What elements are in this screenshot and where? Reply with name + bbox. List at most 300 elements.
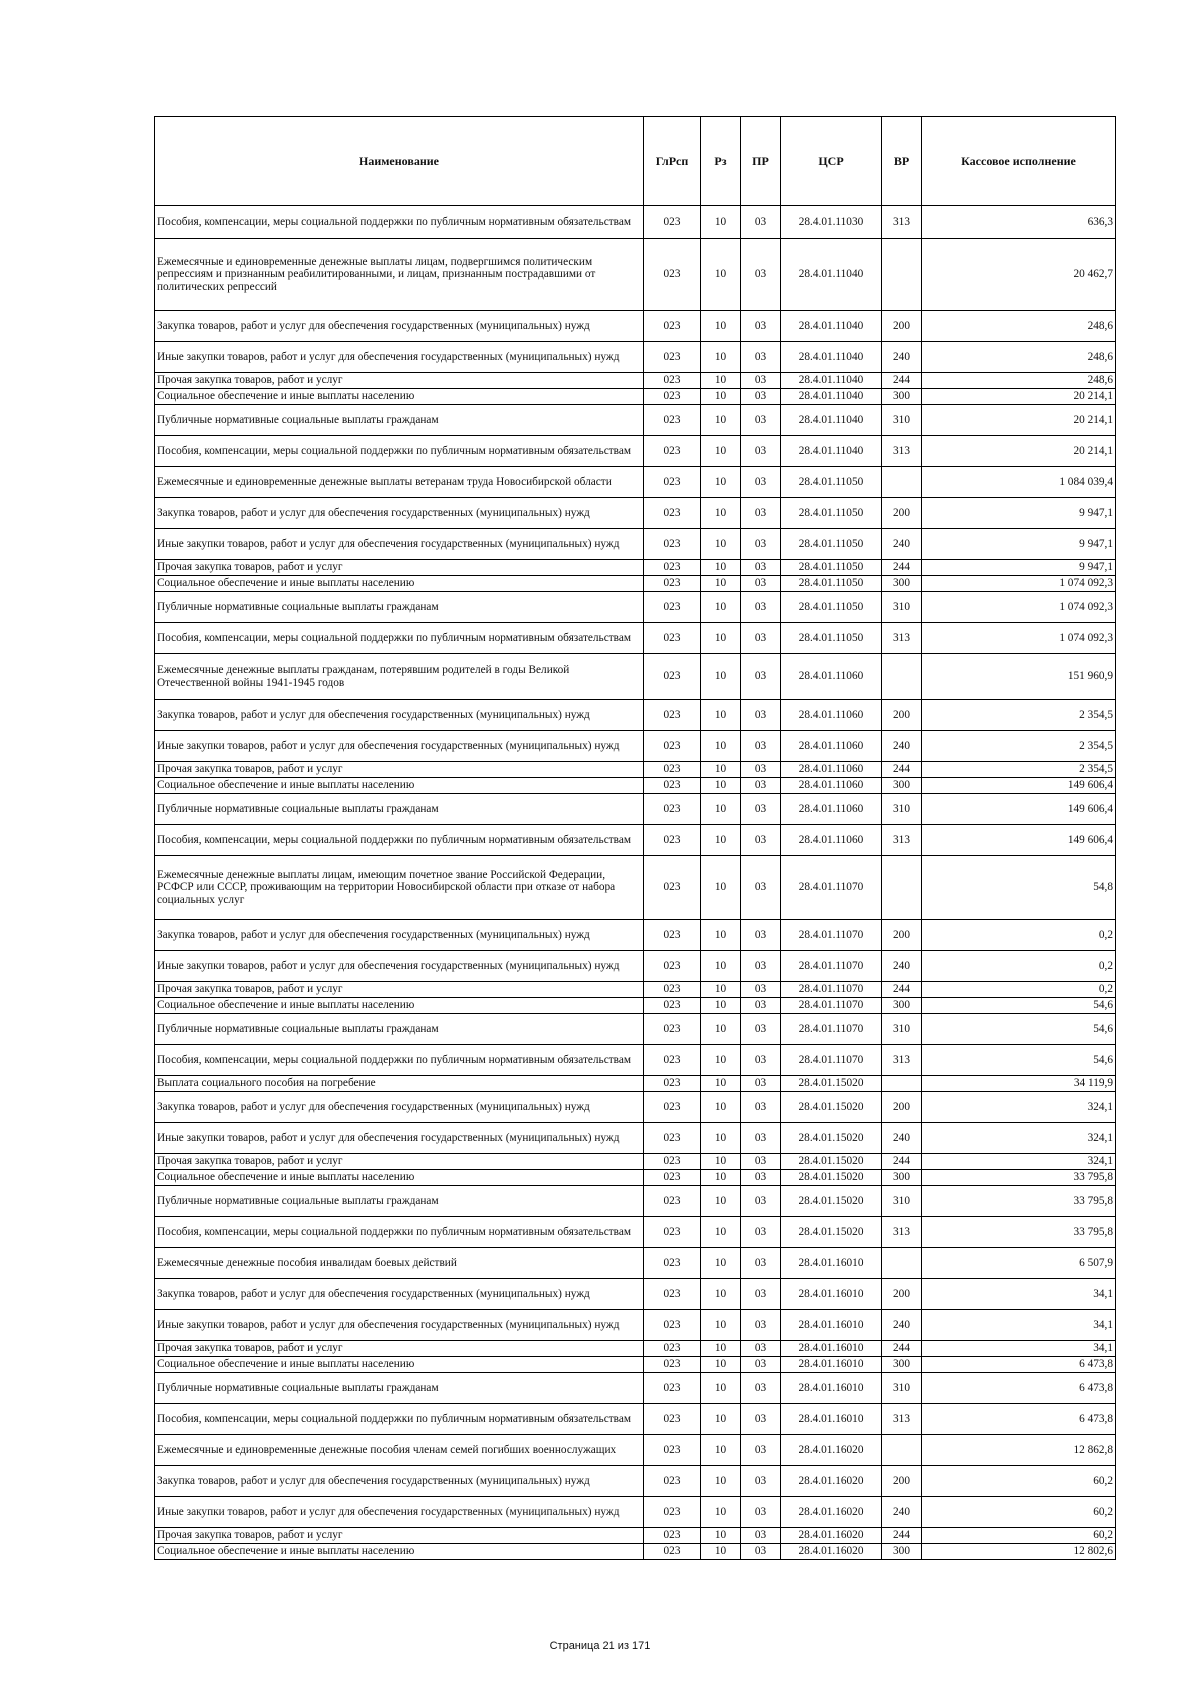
cell-csr: 28.4.01.16010: [781, 1248, 882, 1279]
table-row: [155, 373, 1116, 389]
cell-name: Прочая закупка товаров, работ и услуг: [155, 1341, 644, 1357]
table-body: [155, 206, 1116, 1560]
cell-name: Пособия, компенсации, меры социальной поддержки по публичным нормативным обязательствам: [155, 1217, 644, 1248]
table-row: [155, 576, 1116, 592]
table-row: [155, 389, 1116, 405]
cell-rz: 10: [701, 1373, 741, 1404]
cell-csr: 28.4.01.15020: [781, 1092, 882, 1123]
cell-csr: 28.4.01.11050: [781, 560, 882, 576]
cell-name: Социальное обеспечение и иные выплаты населению: [155, 576, 644, 592]
cell-amount: 151 960,9: [922, 654, 1116, 700]
cell-vr: 240: [882, 1310, 922, 1341]
cell-amount: 12 862,8: [922, 1435, 1116, 1466]
cell-name: Закупка товаров, работ и услуг для обеспечения государственных (муниципальных) нужд: [155, 1279, 644, 1310]
cell-glrsp: 023: [644, 1014, 701, 1045]
cell-rz: 10: [701, 1497, 741, 1528]
cell-vr: 244: [882, 762, 922, 778]
cell-amount: 33 795,8: [922, 1217, 1116, 1248]
cell-rz: 10: [701, 778, 741, 794]
cell-name: Пособия, компенсации, меры социальной поддержки по публичным нормативным обязательствам: [155, 1045, 644, 1076]
cell-amount: 20 214,1: [922, 436, 1116, 467]
cell-name: Прочая закупка товаров, работ и услуг: [155, 373, 644, 389]
cell-csr: 28.4.01.16010: [781, 1373, 882, 1404]
cell-pr: 03: [741, 654, 781, 700]
cell-amount: 0,2: [922, 982, 1116, 998]
cell-vr: 313: [882, 1404, 922, 1435]
cell-glrsp: 023: [644, 1217, 701, 1248]
cell-amount: 54,6: [922, 1045, 1116, 1076]
table-row: [155, 1528, 1116, 1544]
cell-amount: 2 354,5: [922, 731, 1116, 762]
table-row: [155, 592, 1116, 623]
cell-name: Иные закупки товаров, работ и услуг для обеспечения государственных (муниципальных) нужд: [155, 1497, 644, 1528]
cell-pr: 03: [741, 1357, 781, 1373]
table-row: [155, 998, 1116, 1014]
cell-name: Пособия, компенсации, меры социальной поддержки по публичным нормативным обязательствам: [155, 623, 644, 654]
table-row: [155, 436, 1116, 467]
cell-amount: 149 606,4: [922, 825, 1116, 856]
cell-vr: 240: [882, 1123, 922, 1154]
cell-amount: 1 074 092,3: [922, 592, 1116, 623]
cell-amount: 2 354,5: [922, 700, 1116, 731]
cell-glrsp: 023: [644, 239, 701, 311]
cell-vr: 200: [882, 498, 922, 529]
table-row: [155, 762, 1116, 778]
cell-pr: 03: [741, 1544, 781, 1560]
cell-csr: 28.4.01.16020: [781, 1544, 882, 1560]
cell-name: Иные закупки товаров, работ и услуг для обеспечения государственных (муниципальных) нужд: [155, 529, 644, 560]
cell-name: Закупка товаров, работ и услуг для обеспечения государственных (муниципальных) нужд: [155, 1092, 644, 1123]
cell-amount: 60,2: [922, 1528, 1116, 1544]
table-row: [155, 1045, 1116, 1076]
cell-amount: 20 462,7: [922, 239, 1116, 311]
cell-amount: 149 606,4: [922, 794, 1116, 825]
cell-glrsp: 023: [644, 1341, 701, 1357]
cell-rz: 10: [701, 762, 741, 778]
cell-name: Прочая закупка товаров, работ и услуг: [155, 762, 644, 778]
cell-rz: 10: [701, 1045, 741, 1076]
cell-pr: 03: [741, 1154, 781, 1170]
cell-vr: 310: [882, 1186, 922, 1217]
cell-pr: 03: [741, 529, 781, 560]
cell-csr: 28.4.01.11040: [781, 342, 882, 373]
cell-vr: 200: [882, 700, 922, 731]
cell-csr: 28.4.01.11050: [781, 529, 882, 560]
cell-pr: 03: [741, 1248, 781, 1279]
cell-rz: 10: [701, 1014, 741, 1045]
cell-amount: 248,6: [922, 342, 1116, 373]
cell-rz: 10: [701, 1528, 741, 1544]
cell-glrsp: 023: [644, 311, 701, 342]
table-row: [155, 1544, 1116, 1560]
cell-glrsp: 023: [644, 1123, 701, 1154]
table-row: [155, 1466, 1116, 1497]
cell-amount: 2 354,5: [922, 762, 1116, 778]
table-row: [155, 1373, 1116, 1404]
cell-vr: 200: [882, 1279, 922, 1310]
cell-rz: 10: [701, 1186, 741, 1217]
header-pr: ПР: [741, 117, 781, 206]
cell-rz: 10: [701, 856, 741, 920]
cell-pr: 03: [741, 920, 781, 951]
cell-pr: 03: [741, 1217, 781, 1248]
cell-glrsp: 023: [644, 529, 701, 560]
cell-csr: 28.4.01.16010: [781, 1279, 882, 1310]
cell-csr: 28.4.01.11050: [781, 623, 882, 654]
cell-glrsp: 023: [644, 1310, 701, 1341]
cell-rz: 10: [701, 951, 741, 982]
cell-name: Ежемесячные денежные пособия инвалидам боевых действий: [155, 1248, 644, 1279]
cell-name: Ежемесячные и единовременные денежные пособия членам семей погибших военнослужащих: [155, 1435, 644, 1466]
cell-vr: 244: [882, 373, 922, 389]
cell-csr: 28.4.01.11070: [781, 856, 882, 920]
cell-amount: 0,2: [922, 920, 1116, 951]
cell-csr: 28.4.01.16020: [781, 1497, 882, 1528]
cell-amount: 34,1: [922, 1279, 1116, 1310]
cell-glrsp: 023: [644, 1045, 701, 1076]
table-row: [155, 1014, 1116, 1045]
cell-pr: 03: [741, 1466, 781, 1497]
table-row: [155, 1248, 1116, 1279]
cell-amount: 34,1: [922, 1341, 1116, 1357]
cell-vr: 300: [882, 389, 922, 405]
cell-name: Социальное обеспечение и иные выплаты населению: [155, 1170, 644, 1186]
cell-vr: 244: [882, 1154, 922, 1170]
cell-pr: 03: [741, 1123, 781, 1154]
cell-vr: 244: [882, 1528, 922, 1544]
cell-amount: 60,2: [922, 1466, 1116, 1497]
table-row: [155, 1435, 1116, 1466]
cell-glrsp: 023: [644, 700, 701, 731]
cell-csr: 28.4.01.11060: [781, 778, 882, 794]
cell-name: Социальное обеспечение и иные выплаты населению: [155, 998, 644, 1014]
cell-glrsp: 023: [644, 1279, 701, 1310]
cell-pr: 03: [741, 825, 781, 856]
cell-rz: 10: [701, 498, 741, 529]
table-row: [155, 731, 1116, 762]
cell-vr: 240: [882, 342, 922, 373]
cell-pr: 03: [741, 856, 781, 920]
cell-amount: 1 084 039,4: [922, 467, 1116, 498]
cell-vr: 300: [882, 1357, 922, 1373]
cell-pr: 03: [741, 1341, 781, 1357]
cell-name: Иные закупки товаров, работ и услуг для обеспечения государственных (муниципальных) нужд: [155, 1310, 644, 1341]
cell-glrsp: 023: [644, 1497, 701, 1528]
table-row: [155, 825, 1116, 856]
table-row: [155, 1497, 1116, 1528]
cell-rz: 10: [701, 1170, 741, 1186]
cell-rz: 10: [701, 206, 741, 239]
cell-rz: 10: [701, 239, 741, 311]
cell-amount: 248,6: [922, 311, 1116, 342]
cell-amount: 248,6: [922, 373, 1116, 389]
table-row: [155, 1186, 1116, 1217]
cell-pr: 03: [741, 982, 781, 998]
cell-glrsp: 023: [644, 762, 701, 778]
cell-pr: 03: [741, 1045, 781, 1076]
cell-amount: 324,1: [922, 1123, 1116, 1154]
cell-rz: 10: [701, 794, 741, 825]
cell-csr: 28.4.01.11050: [781, 467, 882, 498]
cell-csr: 28.4.01.11030: [781, 206, 882, 239]
cell-glrsp: 023: [644, 982, 701, 998]
cell-glrsp: 023: [644, 794, 701, 825]
cell-pr: 03: [741, 342, 781, 373]
cell-rz: 10: [701, 1076, 741, 1092]
cell-vr: 313: [882, 436, 922, 467]
table-row: [155, 778, 1116, 794]
cell-rz: 10: [701, 1123, 741, 1154]
cell-name: Прочая закупка товаров, работ и услуг: [155, 1154, 644, 1170]
header-amount: Кассовое исполнение: [922, 117, 1116, 206]
cell-amount: 6 473,8: [922, 1357, 1116, 1373]
cell-glrsp: 023: [644, 1248, 701, 1279]
cell-name: Закупка товаров, работ и услуг для обеспечения государственных (муниципальных) нужд: [155, 498, 644, 529]
cell-csr: 28.4.01.11050: [781, 592, 882, 623]
cell-csr: 28.4.01.11040: [781, 311, 882, 342]
cell-vr: 240: [882, 1497, 922, 1528]
cell-amount: 9 947,1: [922, 498, 1116, 529]
cell-csr: 28.4.01.16020: [781, 1435, 882, 1466]
cell-pr: 03: [741, 1092, 781, 1123]
cell-vr: 313: [882, 623, 922, 654]
cell-rz: 10: [701, 1466, 741, 1497]
cell-rz: 10: [701, 529, 741, 560]
cell-rz: 10: [701, 1435, 741, 1466]
cell-vr: 200: [882, 1466, 922, 1497]
cell-csr: 28.4.01.11060: [781, 654, 882, 700]
cell-vr: 310: [882, 592, 922, 623]
cell-csr: 28.4.01.11040: [781, 436, 882, 467]
cell-name: Социальное обеспечение и иные выплаты населению: [155, 778, 644, 794]
cell-amount: 636,3: [922, 206, 1116, 239]
cell-glrsp: 023: [644, 1357, 701, 1373]
cell-pr: 03: [741, 1310, 781, 1341]
cell-vr: 300: [882, 1170, 922, 1186]
cell-rz: 10: [701, 436, 741, 467]
cell-name: Закупка товаров, работ и услуг для обеспечения государственных (муниципальных) нужд: [155, 920, 644, 951]
cell-name: Ежемесячные и единовременные денежные выплаты лицам, подвергшимся политическим репрессиям и признанным реабилитированными, и лицам, признанным пострадавшими от политических репрессий: [155, 239, 644, 311]
cell-csr: 28.4.01.16010: [781, 1404, 882, 1435]
cell-csr: 28.4.01.16020: [781, 1528, 882, 1544]
cell-csr: 28.4.01.15020: [781, 1154, 882, 1170]
cell-glrsp: 023: [644, 1373, 701, 1404]
table-row: [155, 920, 1116, 951]
cell-vr: 240: [882, 951, 922, 982]
cell-csr: 28.4.01.11040: [781, 405, 882, 436]
cell-csr: 28.4.01.11070: [781, 1014, 882, 1045]
cell-amount: 6 507,9: [922, 1248, 1116, 1279]
cell-pr: 03: [741, 1528, 781, 1544]
cell-pr: 03: [741, 731, 781, 762]
cell-csr: 28.4.01.11070: [781, 998, 882, 1014]
cell-vr: 244: [882, 982, 922, 998]
cell-csr: 28.4.01.11060: [781, 794, 882, 825]
cell-pr: 03: [741, 1076, 781, 1092]
cell-csr: 28.4.01.15020: [781, 1170, 882, 1186]
cell-name: Выплата социального пособия на погребение: [155, 1076, 644, 1092]
table-row: [155, 529, 1116, 560]
cell-pr: 03: [741, 560, 781, 576]
cell-vr: 200: [882, 311, 922, 342]
cell-vr: [882, 467, 922, 498]
cell-vr: 300: [882, 576, 922, 592]
cell-pr: 03: [741, 951, 781, 982]
cell-pr: 03: [741, 311, 781, 342]
cell-amount: 324,1: [922, 1092, 1116, 1123]
cell-pr: 03: [741, 1404, 781, 1435]
cell-amount: 1 074 092,3: [922, 576, 1116, 592]
cell-vr: 200: [882, 1092, 922, 1123]
cell-name: Публичные нормативные социальные выплаты гражданам: [155, 1373, 644, 1404]
budget-table: [154, 116, 1116, 1560]
cell-name: Пособия, компенсации, меры социальной поддержки по публичным нормативным обязательствам: [155, 206, 644, 239]
cell-rz: 10: [701, 998, 741, 1014]
cell-name: Ежемесячные и единовременные денежные выплаты ветеранам труда Новосибирской области: [155, 467, 644, 498]
table-row: [155, 1092, 1116, 1123]
cell-name: Закупка товаров, работ и услуг для обеспечения государственных (муниципальных) нужд: [155, 311, 644, 342]
cell-glrsp: 023: [644, 342, 701, 373]
table-row: [155, 342, 1116, 373]
table-row: [155, 794, 1116, 825]
cell-glrsp: 023: [644, 405, 701, 436]
table-row: [155, 239, 1116, 311]
cell-rz: 10: [701, 1357, 741, 1373]
cell-name: Публичные нормативные социальные выплаты гражданам: [155, 405, 644, 436]
cell-glrsp: 023: [644, 498, 701, 529]
cell-name: Пособия, компенсации, меры социальной поддержки по публичным нормативным обязательствам: [155, 825, 644, 856]
cell-amount: 54,8: [922, 856, 1116, 920]
cell-pr: 03: [741, 436, 781, 467]
cell-amount: 54,6: [922, 998, 1116, 1014]
cell-pr: 03: [741, 794, 781, 825]
cell-glrsp: 023: [644, 998, 701, 1014]
cell-vr: 240: [882, 529, 922, 560]
table-row: [155, 206, 1116, 239]
cell-csr: 28.4.01.11060: [781, 731, 882, 762]
cell-amount: 34 119,9: [922, 1076, 1116, 1092]
table-row: [155, 1310, 1116, 1341]
cell-glrsp: 023: [644, 951, 701, 982]
cell-vr: 300: [882, 998, 922, 1014]
cell-name: Социальное обеспечение и иные выплаты населению: [155, 1544, 644, 1560]
cell-csr: 28.4.01.16010: [781, 1357, 882, 1373]
cell-pr: 03: [741, 1279, 781, 1310]
cell-glrsp: 023: [644, 1404, 701, 1435]
table-row: [155, 1341, 1116, 1357]
table-row: [155, 951, 1116, 982]
cell-pr: 03: [741, 576, 781, 592]
cell-rz: 10: [701, 731, 741, 762]
cell-glrsp: 023: [644, 1544, 701, 1560]
table-row: [155, 623, 1116, 654]
cell-csr: 28.4.01.16020: [781, 1466, 882, 1497]
cell-glrsp: 023: [644, 1466, 701, 1497]
cell-csr: 28.4.01.15020: [781, 1186, 882, 1217]
cell-vr: 240: [882, 731, 922, 762]
cell-glrsp: 023: [644, 1092, 701, 1123]
header-rz: Рз: [701, 117, 741, 206]
cell-rz: 10: [701, 654, 741, 700]
cell-pr: 03: [741, 998, 781, 1014]
cell-glrsp: 023: [644, 1435, 701, 1466]
cell-csr: 28.4.01.11040: [781, 239, 882, 311]
cell-pr: 03: [741, 1435, 781, 1466]
cell-rz: 10: [701, 1310, 741, 1341]
cell-glrsp: 023: [644, 654, 701, 700]
cell-pr: 03: [741, 623, 781, 654]
table-row: [155, 1404, 1116, 1435]
cell-rz: 10: [701, 825, 741, 856]
cell-name: Публичные нормативные социальные выплаты гражданам: [155, 1186, 644, 1217]
cell-rz: 10: [701, 576, 741, 592]
header-glrsp: ГлРсп: [644, 117, 701, 206]
table-row: [155, 498, 1116, 529]
cell-glrsp: 023: [644, 731, 701, 762]
cell-rz: 10: [701, 560, 741, 576]
cell-csr: 28.4.01.11060: [781, 700, 882, 731]
cell-rz: 10: [701, 623, 741, 654]
cell-pr: 03: [741, 1170, 781, 1186]
cell-vr: 313: [882, 825, 922, 856]
cell-rz: 10: [701, 389, 741, 405]
cell-glrsp: 023: [644, 778, 701, 794]
cell-csr: 28.4.01.11070: [781, 982, 882, 998]
cell-csr: 28.4.01.15020: [781, 1217, 882, 1248]
cell-vr: 300: [882, 1544, 922, 1560]
cell-rz: 10: [701, 1217, 741, 1248]
cell-rz: 10: [701, 1092, 741, 1123]
cell-glrsp: 023: [644, 467, 701, 498]
table-row: [155, 467, 1116, 498]
cell-glrsp: 023: [644, 1154, 701, 1170]
cell-name: Закупка товаров, работ и услуг для обеспечения государственных (муниципальных) нужд: [155, 700, 644, 731]
cell-glrsp: 023: [644, 206, 701, 239]
header-name: Наименование: [155, 117, 644, 206]
cell-glrsp: 023: [644, 389, 701, 405]
cell-pr: 03: [741, 1373, 781, 1404]
cell-glrsp: 023: [644, 1186, 701, 1217]
cell-csr: 28.4.01.11070: [781, 1045, 882, 1076]
cell-amount: 33 795,8: [922, 1186, 1116, 1217]
cell-name: Публичные нормативные социальные выплаты гражданам: [155, 592, 644, 623]
cell-vr: 310: [882, 794, 922, 825]
cell-amount: 9 947,1: [922, 560, 1116, 576]
cell-rz: 10: [701, 982, 741, 998]
table-row: [155, 1357, 1116, 1373]
cell-rz: 10: [701, 1154, 741, 1170]
cell-amount: 60,2: [922, 1497, 1116, 1528]
cell-vr: 244: [882, 560, 922, 576]
cell-pr: 03: [741, 373, 781, 389]
cell-csr: 28.4.01.11040: [781, 389, 882, 405]
table-row: [155, 311, 1116, 342]
cell-pr: 03: [741, 700, 781, 731]
cell-pr: 03: [741, 239, 781, 311]
cell-amount: 324,1: [922, 1154, 1116, 1170]
cell-amount: 33 795,8: [922, 1170, 1116, 1186]
cell-rz: 10: [701, 1279, 741, 1310]
cell-rz: 10: [701, 1248, 741, 1279]
cell-csr: 28.4.01.11050: [781, 576, 882, 592]
cell-vr: 200: [882, 920, 922, 951]
cell-amount: 20 214,1: [922, 389, 1116, 405]
cell-vr: 313: [882, 1045, 922, 1076]
cell-rz: 10: [701, 405, 741, 436]
cell-glrsp: 023: [644, 592, 701, 623]
cell-name: Прочая закупка товаров, работ и услуг: [155, 1528, 644, 1544]
cell-name: Публичные нормативные социальные выплаты гражданам: [155, 1014, 644, 1045]
